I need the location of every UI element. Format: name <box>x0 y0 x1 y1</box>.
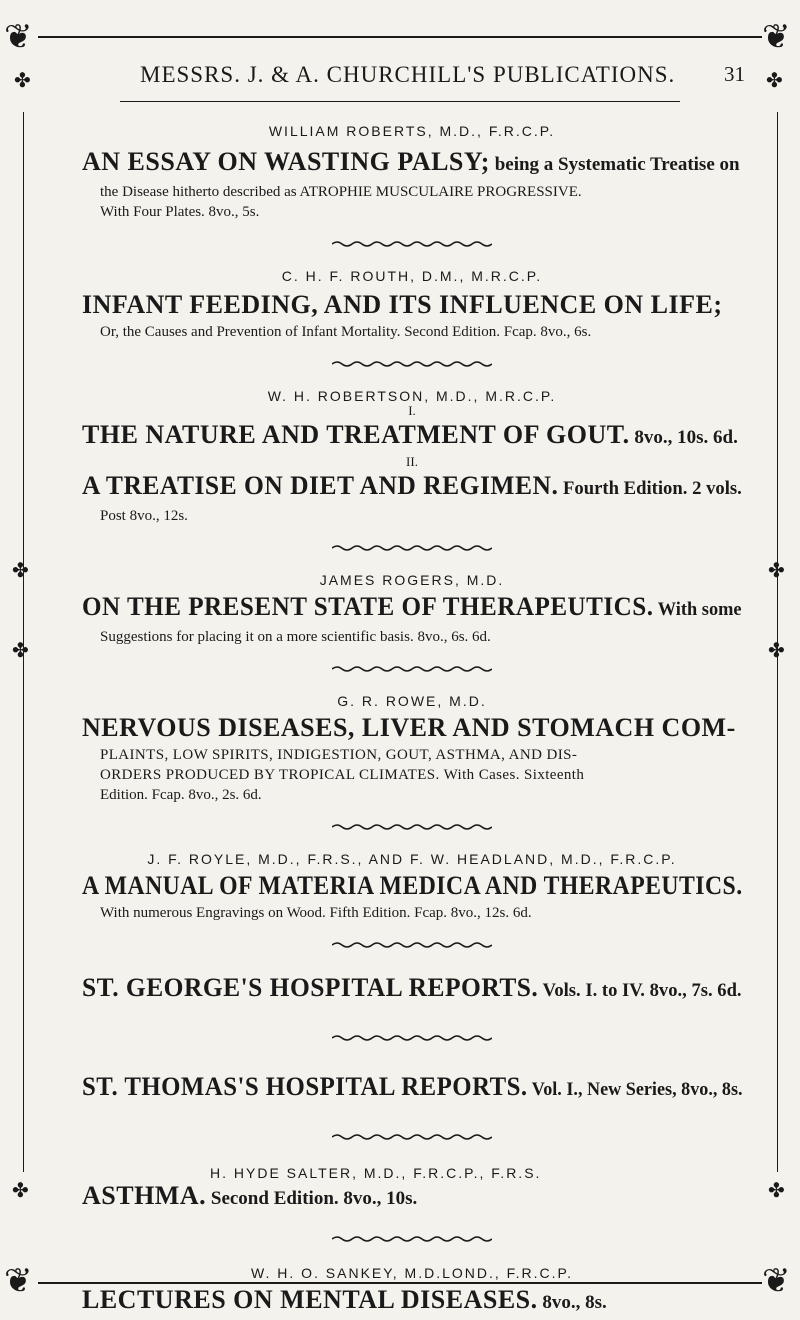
entry-title <box>82 590 742 627</box>
corner-ornament-icon: ❦ <box>762 17 791 57</box>
entry-author: JAMES ROGERS, M.D. <box>319 572 505 588</box>
wavy-divider <box>332 1034 492 1042</box>
entry-author: W. H. ROBERTSON, M.D., M.R.C.P. <box>267 388 557 404</box>
catalogue-list <box>82 123 742 1320</box>
title-text: A MANUAL OF MATERIA MEDICA AND THERAPEUTICS. <box>82 871 743 900</box>
entry-author: C. H. F. ROUTH, D.M., M.R.C.P. <box>281 268 543 284</box>
catalogue-entry <box>82 123 742 222</box>
title-text: LECTURES ON MENTAL DISEASES. <box>82 1285 538 1314</box>
side-ornament-icon: ✤ <box>768 1178 785 1202</box>
title-text: AN ESSAY ON WASTING PALSY; <box>82 147 490 176</box>
entry-author: W. H. O. SANKEY, M.D.LOND., F.R.C.P. <box>251 1265 573 1281</box>
catalogue-entry <box>82 693 742 805</box>
catalogue-entry <box>82 1070 742 1107</box>
catalogue-entry <box>82 971 742 1008</box>
side-ornament-icon: ✤ <box>12 1178 29 1202</box>
catalogue-entry <box>82 268 742 342</box>
corner-ornament-icon: ❦ <box>4 1261 33 1301</box>
title-text: ST. THOMAS'S HOSPITAL REPORTS. <box>82 1072 528 1101</box>
corner-ornament-icon: ❦ <box>762 1261 791 1301</box>
catalogue-entry <box>82 572 742 647</box>
title-trail: Vols. I. to IV. 8vo., 7s. 6d. <box>538 980 742 1001</box>
entry-description: With Four Plates. 8vo., 5s. <box>100 204 260 220</box>
entry-title <box>82 1070 743 1107</box>
entry-author: H. HYDE SALTER, M.D., F.R.C.P., F.R.S. <box>210 1165 542 1181</box>
page-number: 31 <box>724 62 745 86</box>
wavy-divider <box>332 665 492 673</box>
entry-description: PLAINTS, LOW SPIRITS, INDIGESTION, GOUT, ASTHMA, AND DIS- <box>100 747 578 763</box>
title-text: A TREATISE ON DIET AND REGIMEN. <box>82 471 559 500</box>
top-rule <box>38 36 762 38</box>
wavy-divider <box>332 1133 492 1141</box>
title-trail: Second Edition. 8vo., 10s. <box>206 1188 418 1209</box>
entry-description: Edition. Fcap. 8vo., 2s. 6d. <box>100 787 262 803</box>
side-ornament-icon: ✤ <box>14 68 31 92</box>
title-text: INFANT FEEDING, AND ITS INFLUENCE ON LIFE; <box>82 290 723 319</box>
entry-description: Suggestions for placing it on a more scientific basis. 8vo., 6s. 6d. <box>100 629 491 645</box>
wavy-divider <box>332 240 492 248</box>
entry-author: WILLIAM ROBERTS, M.D., F.R.C.P. <box>268 123 556 139</box>
entry-description: ORDERS PRODUCED BY TROPICAL CLIMATES. With Cases. Sixteenth <box>100 767 585 783</box>
title-text: ASTHMA. <box>82 1181 207 1210</box>
entry-description: With numerous Engravings on Wood. Fifth Edition. Fcap. 8vo., 12s. 6d. <box>100 905 532 921</box>
entry-title <box>82 469 742 506</box>
header-rule <box>120 101 680 102</box>
title-trail: 8vo., 10s. 6d. <box>629 427 738 448</box>
volume-numeral: II. <box>406 454 418 469</box>
catalogue-entry <box>82 388 742 526</box>
entry-description: Post 8vo., 12s. <box>100 508 188 524</box>
title-trail: With some <box>653 599 742 620</box>
entry-title <box>82 145 742 182</box>
entry-description: Or, the Causes and Prevention of Infant Mortality. Second Edition. Fcap. 8vo., 6s. <box>100 324 592 340</box>
wavy-divider <box>332 544 492 552</box>
entry-title <box>82 1179 417 1216</box>
running-header: MESSRS. J. & A. CHURCHILL'S PUBLICATIONS. <box>140 62 676 87</box>
catalogue-entry <box>82 1165 742 1209</box>
title-trail: being a Systematic Treatise on <box>489 154 740 175</box>
side-ornament-icon: ✤ <box>12 558 29 582</box>
entry-author: G. R. ROWE, M.D. <box>337 693 487 709</box>
side-ornament-icon: ✤ <box>12 638 29 662</box>
title-text: ST. GEORGE'S HOSPITAL REPORTS. <box>82 973 539 1002</box>
entry-title <box>82 711 742 745</box>
entry-title <box>82 288 742 322</box>
entry-title <box>82 418 742 455</box>
catalogue-entry <box>82 1265 742 1320</box>
entry-title <box>82 1283 742 1320</box>
side-ornament-icon: ✤ <box>768 558 785 582</box>
side-ornament-icon: ✤ <box>766 68 783 92</box>
title-trail: Vol. I., New Series, 8vo., 8s. <box>527 1079 743 1100</box>
title-text: THE NATURE AND TREATMENT OF GOUT. <box>82 420 630 449</box>
wavy-divider <box>332 1235 492 1243</box>
entry-title <box>82 869 743 903</box>
side-ornament-icon: ✤ <box>768 638 785 662</box>
title-trail: 8vo., 8s. <box>537 1292 607 1313</box>
catalogue-entry <box>82 851 742 923</box>
title-text: ON THE PRESENT STATE OF THERAPEUTICS. <box>82 592 654 621</box>
entry-author: J. F. ROYLE, M.D., F.R.S., AND F. W. HEADLAND, M.D., F.R.C.P. <box>147 851 677 867</box>
wavy-divider <box>332 941 492 949</box>
wavy-divider <box>332 823 492 831</box>
title-text: NERVOUS DISEASES, LIVER AND STOMACH COM- <box>82 713 736 742</box>
volume-numeral: I. <box>408 403 416 418</box>
wavy-divider <box>332 360 492 368</box>
entry-title <box>82 971 742 1008</box>
title-trail: Fourth Edition. 2 vols. <box>558 478 742 499</box>
entry-description: the Disease hitherto described as ATROPHIE MUSCULAIRE PROGRESSIVE. <box>100 184 582 200</box>
corner-ornament-icon: ❦ <box>4 17 33 57</box>
